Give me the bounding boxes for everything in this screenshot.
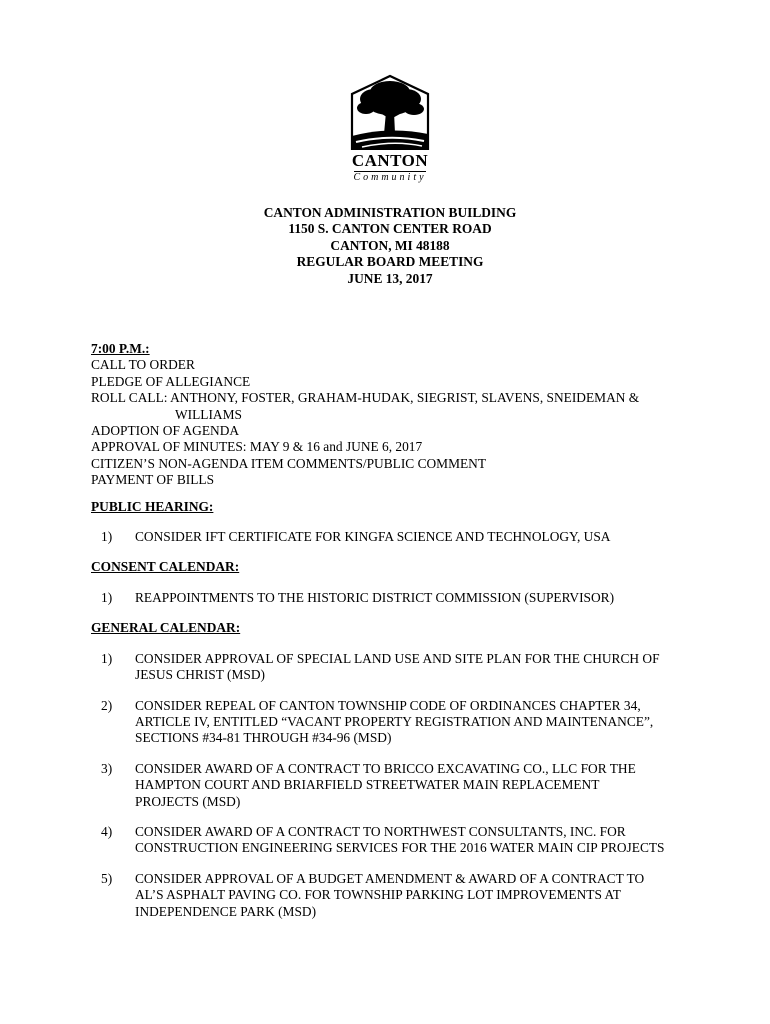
agenda-item-line: SECTIONS #34-81 THROUGH #34-96 (MSD)	[135, 730, 392, 746]
general-calendar-list	[91, 651, 691, 920]
agenda-item	[91, 529, 691, 545]
roll-call-continued: WILLIAMS	[175, 406, 242, 422]
call-to-order: CALL TO ORDER	[91, 357, 195, 373]
agenda-item-number: 4)	[101, 823, 113, 839]
header-date: JUNE 13, 2017	[347, 270, 433, 286]
agenda-body	[91, 341, 691, 920]
header-meeting-type: REGULAR BOARD MEETING	[296, 254, 484, 270]
pledge-of-allegiance: PLEDGE OF ALLEGIANCE	[91, 373, 251, 389]
agenda-item-number: 1)	[101, 650, 113, 666]
logo-wordmark: CANTON	[351, 151, 429, 170]
agenda-item-text	[135, 590, 691, 606]
agenda-item-line: AL’S ASPHALT PAVING CO. FOR TOWNSHIP PARKING LOT IMPROVEMENTS AT	[135, 887, 621, 903]
agenda-item-line: CONSTRUCTION ENGINEERING SERVICES FOR THE 2016 WATER MAIN CIP PROJECTS	[135, 840, 665, 856]
consent-calendar-heading: CONSENT CALENDAR:	[91, 559, 240, 575]
agenda-item	[91, 651, 691, 684]
payment-of-bills: PAYMENT OF BILLS	[91, 472, 215, 488]
header-address: 1150 S. CANTON CENTER ROAD	[288, 221, 492, 237]
meeting-time: 7:00 P.M.:	[91, 341, 150, 356]
agenda-item	[91, 698, 691, 747]
header-building: CANTON ADMINISTRATION BUILDING	[263, 205, 517, 220]
agenda-item-line: CONSIDER APPROVAL OF SPECIAL LAND USE AND SITE PLAN FOR THE CHURCH OF	[135, 650, 660, 666]
agenda-item-text	[135, 824, 691, 857]
header-city: CANTON, MI 48188	[330, 237, 450, 253]
agenda-item-line: CONSIDER REPEAL OF CANTON TOWNSHIP CODE OF ORDINANCES CHAPTER 34,	[135, 697, 641, 713]
agenda-item-text	[135, 529, 691, 545]
agenda-item-line: ARTICLE IV, ENTITLED “VACANT PROPERTY REGISTRATION AND MAINTENANCE”,	[135, 713, 654, 729]
agenda-item	[91, 590, 691, 606]
agenda-item	[91, 871, 691, 920]
agenda-item-line: CONSIDER APPROVAL OF A BUDGET AMENDMENT & AWARD OF A CONTRACT TO	[135, 870, 645, 886]
agenda-item-line: JESUS CHRIST (MSD)	[135, 667, 265, 683]
agenda-item-text	[135, 761, 691, 810]
agenda-item	[91, 761, 691, 810]
agenda-item-number: 1)	[101, 529, 113, 545]
tree-logo-icon	[344, 72, 436, 152]
general-calendar-heading: GENERAL CALENDAR:	[91, 620, 241, 636]
agenda-item-line: CONSIDER AWARD OF A CONTRACT TO BRICCO EXCAVATING CO., LLC FOR THE	[135, 760, 636, 776]
agenda-item-line: CONSIDER IFT CERTIFICATE FOR KINGFA SCIENCE AND TECHNOLOGY, USA	[135, 529, 611, 545]
agenda-item-number: 5)	[101, 870, 113, 886]
consent-calendar-list	[91, 590, 691, 606]
agenda-item	[91, 824, 691, 857]
agenda-item-number: 1)	[101, 589, 113, 605]
public-hearing-heading: PUBLIC HEARING:	[91, 498, 214, 514]
agenda-item-line: CONSIDER AWARD OF A CONTRACT TO NORTHWEST CONSULTANTS, INC. FOR	[135, 823, 626, 839]
agenda-item-number: 3)	[101, 760, 113, 776]
agenda-item-line: REAPPOINTMENTS TO THE HISTORIC DISTRICT COMMISSION (SUPERVISOR)	[135, 589, 615, 605]
agenda-item-line: INDEPENDENCE PARK (MSD)	[135, 903, 317, 919]
agenda-item-text	[135, 871, 691, 920]
logo-tagline: Community	[353, 172, 427, 183]
roll-call: ROLL CALL: ANTHONY, FOSTER, GRAHAM-HUDAK, SIEGRIST, SLAVENS, SNEIDEMAN &	[91, 390, 640, 406]
agenda-item-line: PROJECTS (MSD)	[135, 793, 241, 809]
agenda-item-text	[135, 651, 691, 684]
approval-of-minutes: APPROVAL OF MINUTES: MAY 9 & 16 and JUNE 6, 2017	[91, 439, 423, 455]
adoption-of-agenda: ADOPTION OF AGENDA	[91, 423, 240, 439]
citizen-comments: CITIZEN’S NON-AGENDA ITEM COMMENTS/PUBLIC COMMENT	[91, 455, 487, 471]
public-hearing-list	[91, 529, 691, 545]
meeting-header	[0, 205, 770, 287]
canton-community-logo	[344, 72, 436, 190]
agenda-item-text	[135, 698, 691, 747]
agenda-item-line: HAMPTON COURT AND BRIARFIELD STREETWATER MAIN REPLACEMENT	[135, 777, 600, 793]
agenda-item-number: 2)	[101, 697, 113, 713]
